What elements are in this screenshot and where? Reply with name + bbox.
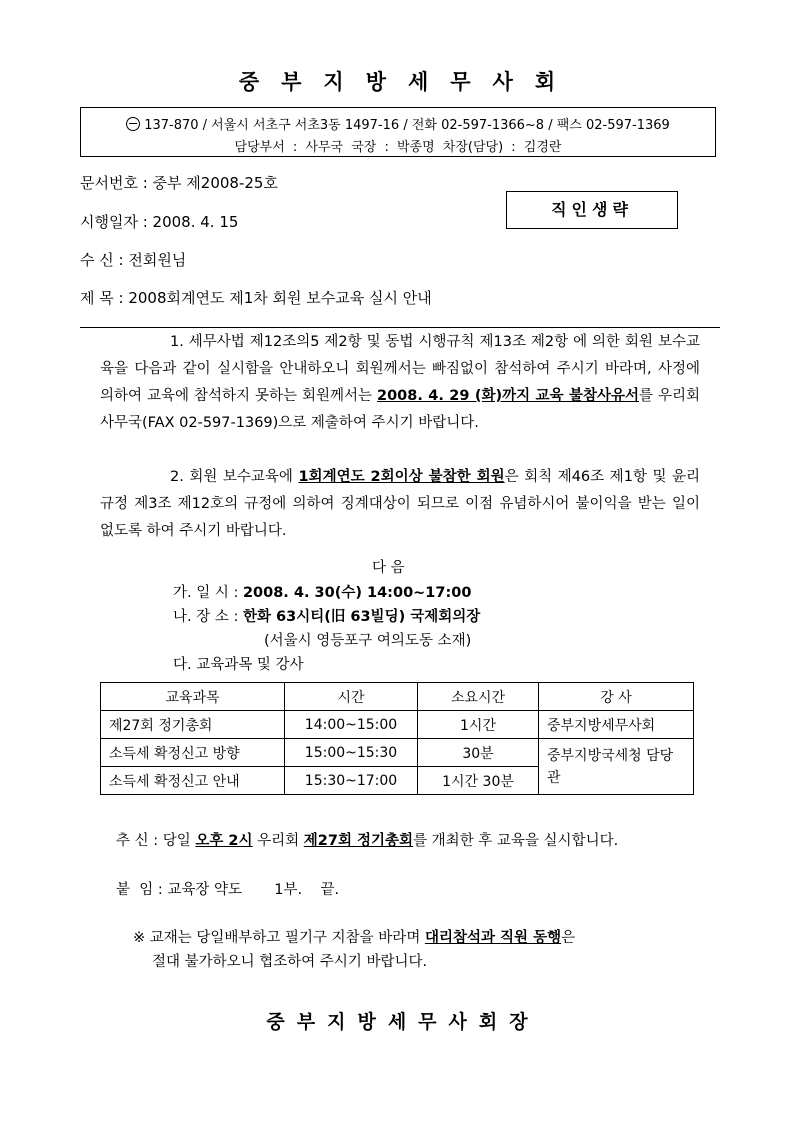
emblem-icon [126,117,140,131]
table-row [101,711,694,739]
document-number: 문서번호 : 중부 제2008-25호 [80,174,278,192]
notice-line-2: 절대 불가하오니 협조하여 주시기 바랍니다. [152,954,428,970]
organization-title: 중부지방세무사회 [238,70,578,94]
table-header: 교육과목 [101,683,285,711]
address-text: 137-870 / 서울시 서초구 서초3동 1497-16 / 전화 02-597-1366~8 / 팩스 02-597-1369 [144,118,670,133]
place-label: 나. 장 소 : [173,609,243,625]
postscript-meeting: 제27회 정기총회 [303,833,414,849]
table-cell: 1시간 [418,711,539,739]
subject: 제 목 : 2008회계연도 제1차 회원 보수교육 실시 안내 [80,289,432,307]
paragraph-1-text: 1. 세무사법 제12조의5 제2항 및 동법 시행규칙 제13조 제2항 에 의한 회원 보수교육을 다음과 같이 실시함을 안내하오니 회원께서는 빠짐없이 참석하여 주시기 바라며, 사정에 의하여 교육에 참석하지 못하는 회원께서는 [100,334,700,404]
table-cell: 중부지방국세청 담당관 [539,739,694,795]
signature: 중부지방세무사회장 [266,1011,540,1033]
place-value: 한화 63시티(旧 63빌딩) 국제회의장 [242,609,481,625]
table-cell: 15:00~15:30 [285,739,418,767]
notice-text: 은 [561,930,576,946]
datetime-label: 가. 일 시 : [173,585,243,601]
agenda-heading: 다 음 [372,560,405,576]
contact-info-box [80,107,716,157]
table-cell: 30분 [418,739,539,767]
notice-emphasis: 대리참석과 직원 동행 [424,930,562,946]
agenda-datetime [173,581,471,602]
staff-line: 담당부서 : 사무국 국장 : 박종명 차장(담당) : 김경란 [234,140,562,155]
agenda-courses-label: 다. 교육과목 및 강사 [173,657,304,673]
paragraph-1-tail: 를 우리회 사무국(FAX 02-597-1369)으로 제출하여 주시기 바랍니다. [100,388,700,431]
attachment: 붙 임 : 교육장 약도 1부. 끝. [116,882,340,898]
seal-omitted-box: 직인생략 [506,191,678,229]
postscript-text: 추 신 : 당일 [116,833,196,849]
table-cell: 1시간 30분 [418,767,539,795]
paragraph-2-text: 2. 회원 보수교육에 [170,469,299,485]
table-header: 강 사 [539,683,694,711]
table-header: 시간 [285,683,418,711]
course-table [100,682,694,795]
notice-line-1 [133,926,575,947]
postscript [116,829,618,850]
paragraph-2 [100,464,700,545]
address-line [81,114,715,133]
notice-text: ※ 교재는 당일배부하고 필기구 지참을 바라며 [133,930,425,946]
postscript-text: 를 개최한 후 교육을 실시합니다. [413,833,619,849]
absence-deadline: 2008. 4. 29 (화)까지 교육 불참사유서 [376,388,639,404]
agenda-place-detail: (서울시 영등포구 여의도동 소재) [264,633,472,649]
table-cell: 제27회 정기총회 [101,711,285,739]
table-cell: 소득세 확정신고 방향 [101,739,285,767]
table-cell: 소득세 확정신고 안내 [101,767,285,795]
paragraph-1 [100,329,700,437]
table-cell: 14:00~15:00 [285,711,418,739]
table-row [101,739,694,767]
table-header: 소요시간 [418,683,539,711]
table-header-row [101,683,694,711]
absence-warning: 1회계연도 2회이상 불참한 회원 [298,469,505,485]
agenda-place [173,605,480,626]
issue-date: 시행일자 : 2008. 4. 15 [80,213,239,231]
divider [80,327,720,328]
datetime-value: 2008. 4. 30(수) 14:00~17:00 [242,585,472,601]
table-cell: 15:30~17:00 [285,767,418,795]
postscript-time: 오후 2시 [195,833,253,849]
table-cell: 중부지방세무사회 [539,711,694,739]
paragraph-2-tail: 은 회칙 제46조 제1항 및 윤리규정 제3조 제12호의 규정에 의하여 징계대상이 되므로 이점 유념하시어 불이익을 받는 일이 없도록 하여 주시기 바랍니다. [100,469,700,539]
recipient: 수 신 : 전회원님 [80,251,187,269]
postscript-text: 우리회 [252,833,304,849]
